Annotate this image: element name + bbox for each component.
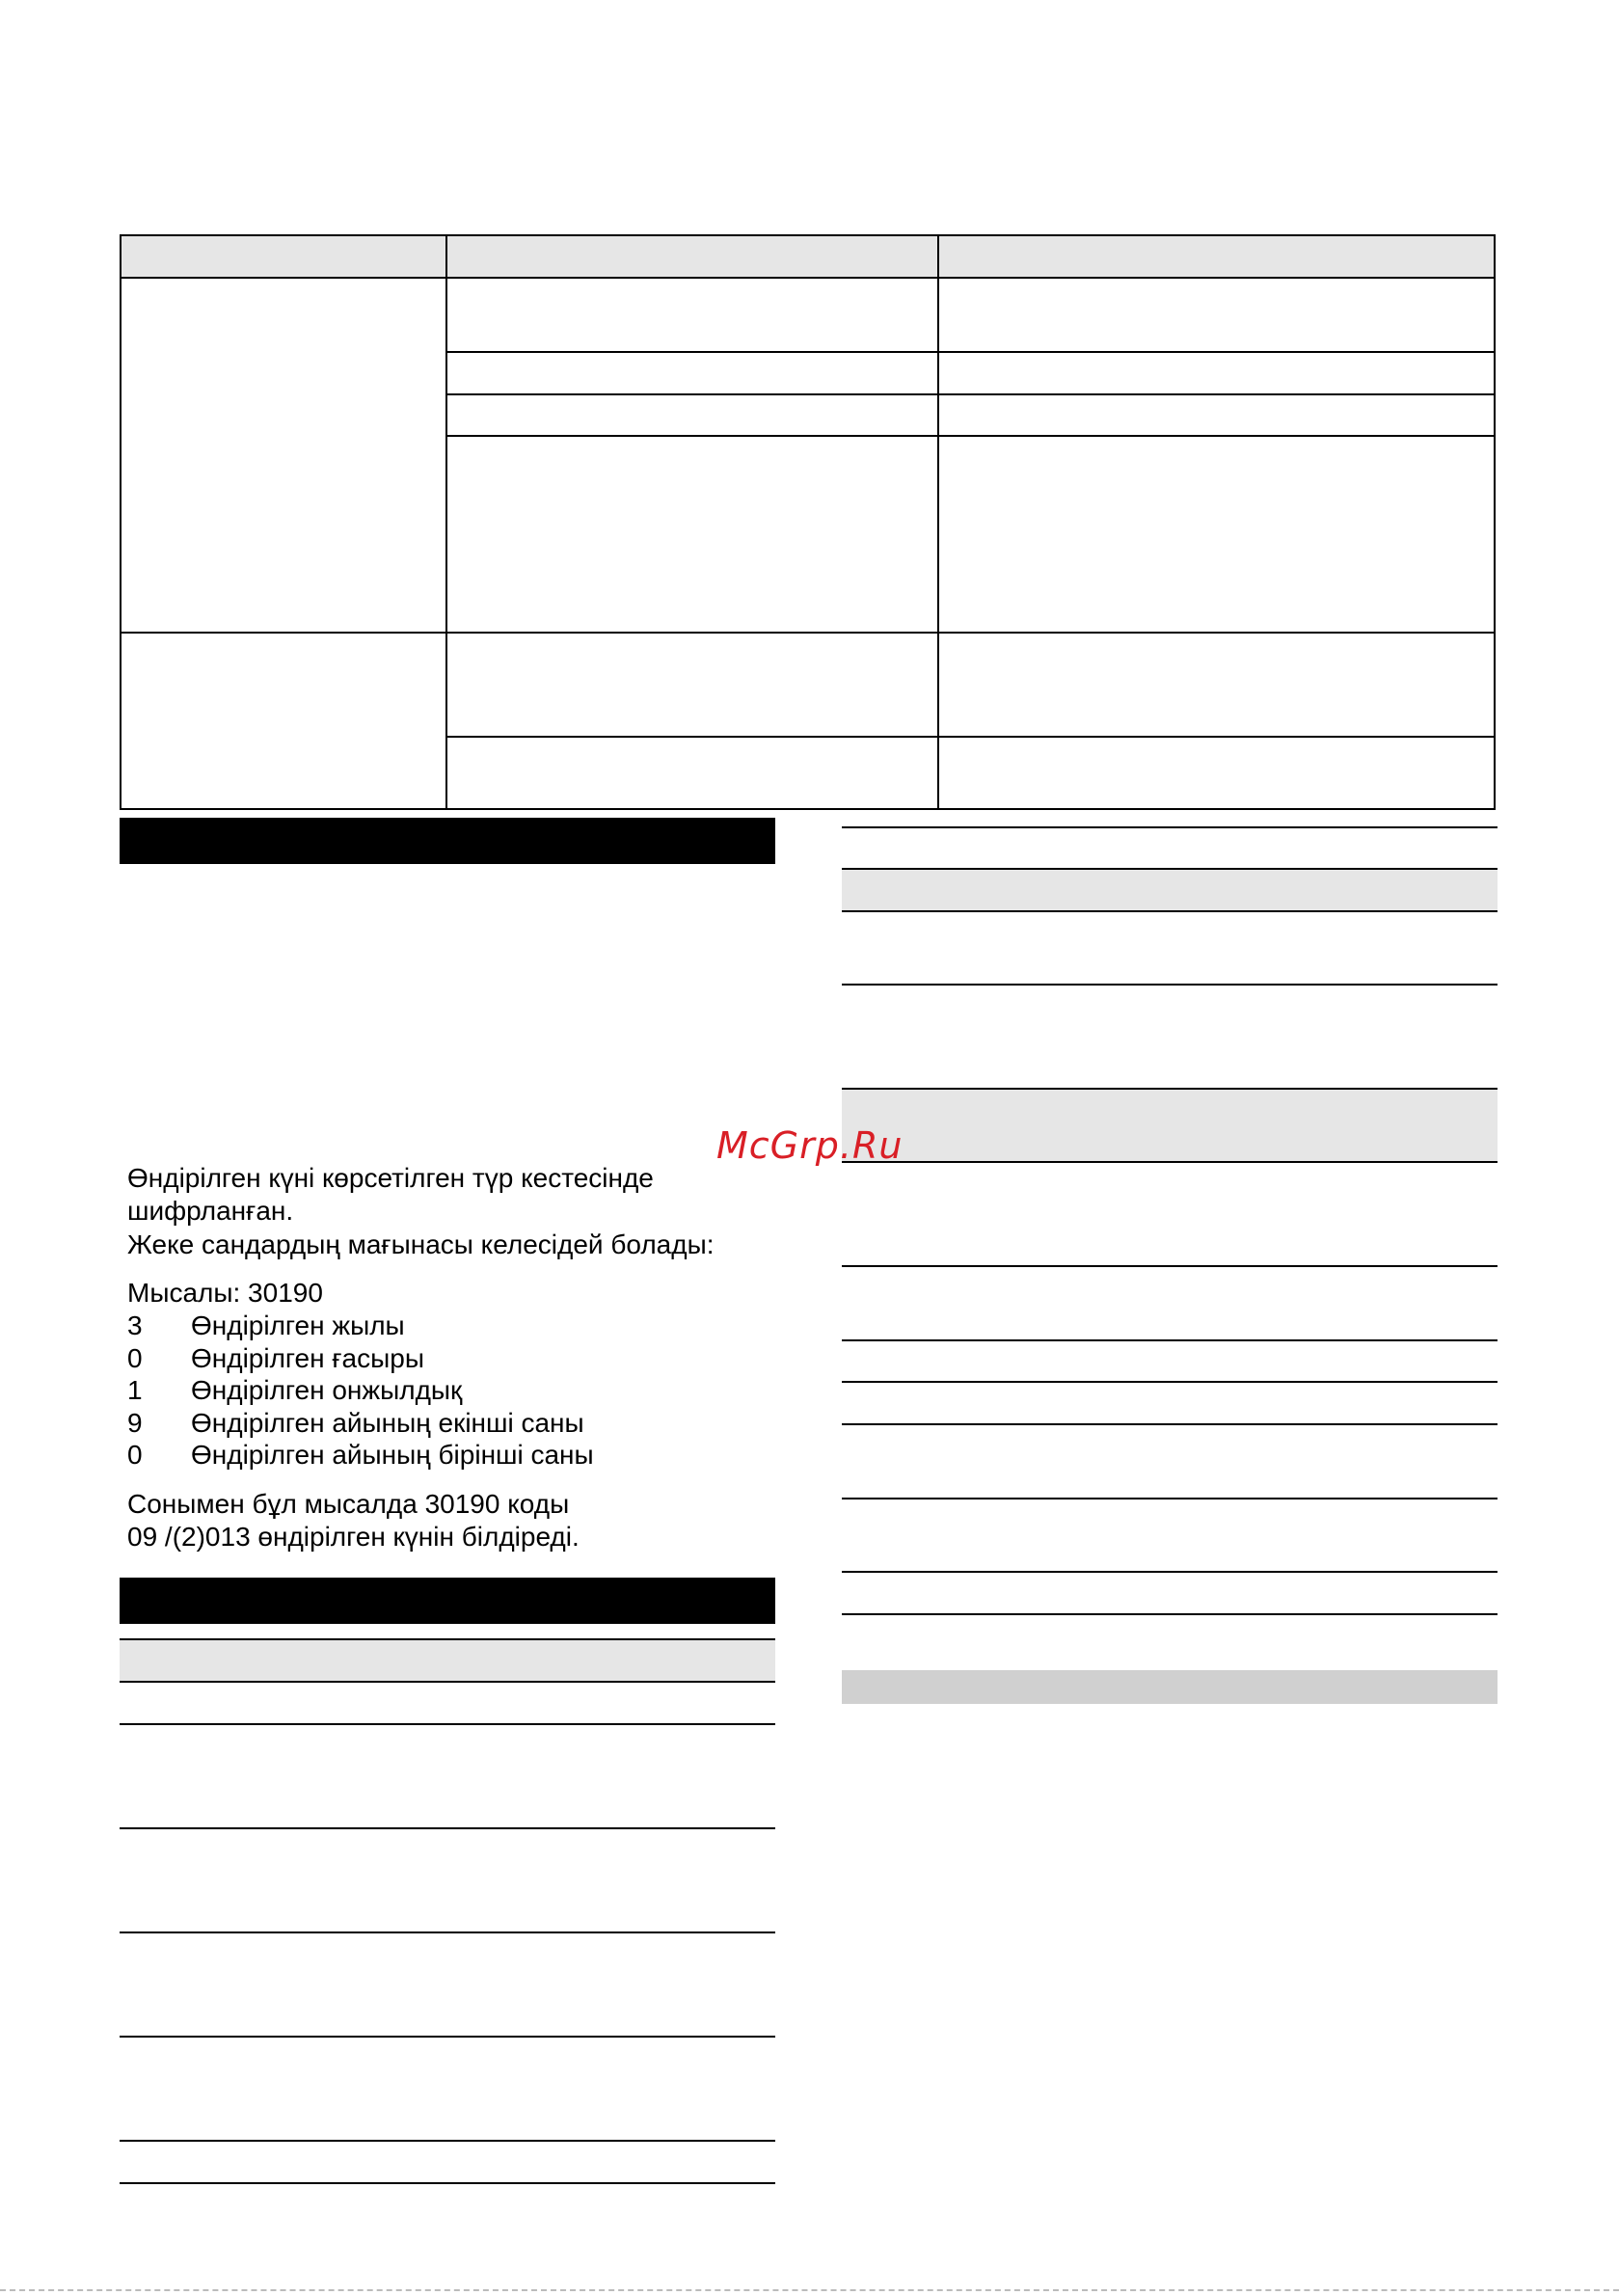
table-border-right <box>1494 234 1496 810</box>
table-rule <box>842 984 1498 986</box>
table-group-row <box>842 1090 1498 1161</box>
table-row-divider <box>445 435 1496 437</box>
example-label: Мысалы: 30190 <box>127 1278 323 1308</box>
paragraph-line: Өндірілген күні көрсетілген түр кестесінде <box>127 1163 654 1193</box>
table-rule <box>120 2140 775 2142</box>
table-col-divider <box>937 234 939 810</box>
table-rule <box>842 1161 1498 1163</box>
table-rule <box>120 1681 775 1683</box>
table-rule <box>842 1571 1498 1573</box>
conclusion-line: 09 /(2)013 өндірілген күнін білдіреді. <box>127 1522 580 1552</box>
table-footer-band <box>842 1670 1498 1704</box>
table-rule <box>842 1265 1498 1267</box>
digit-meaning: Өндірілген жылы <box>191 1310 405 1340</box>
table-header-row <box>120 1640 775 1681</box>
digit-value: 1 <box>127 1375 143 1405</box>
digit-meaning: Өндірілген айының бірінші саны <box>191 1440 594 1470</box>
watermark-logo: McGrp.Ru <box>716 1124 904 1167</box>
paragraph-line: шифрланған. <box>127 1196 294 1226</box>
table-rule <box>120 1931 775 1933</box>
table-rule <box>842 1498 1498 1499</box>
digit-meaning: Өндірілген айының екінші саны <box>191 1408 584 1438</box>
table-rule <box>842 910 1498 912</box>
table-rule <box>120 2036 775 2038</box>
table-border-bottom <box>120 808 1496 810</box>
table-group-divider <box>120 632 1496 634</box>
table-row-divider <box>445 393 1496 395</box>
table-rule <box>842 1423 1498 1425</box>
table-border-left <box>120 234 121 810</box>
table-rule <box>842 1381 1498 1383</box>
table-header-row <box>842 870 1498 910</box>
table-row-divider <box>120 277 1496 279</box>
digit-value: 0 <box>127 1343 143 1373</box>
table-col-divider <box>445 234 447 810</box>
section-heading-bar <box>120 1578 775 1624</box>
digit-meaning: Өндірілген ғасыры <box>191 1343 424 1373</box>
table-border-top <box>120 234 1496 236</box>
table-rule <box>842 1339 1498 1341</box>
digit-meaning: Өндірілген онжылдық <box>191 1375 463 1405</box>
table-row-divider <box>445 351 1496 353</box>
table-rule <box>120 1827 775 1829</box>
table-rule <box>120 1723 775 1725</box>
page-bottom-divider <box>0 2289 1619 2291</box>
table-rule <box>120 2182 775 2184</box>
paragraph-line: Жеке сандардың мағынасы келесідей болады: <box>127 1229 715 1259</box>
table-rule <box>842 826 1498 828</box>
table-header-row <box>120 235 1495 277</box>
table-row-divider <box>445 736 1496 738</box>
section-heading-bar <box>120 818 775 864</box>
digit-value: 3 <box>127 1310 143 1340</box>
conclusion-line: Сонымен бұл мысалда 30190 коды <box>127 1489 570 1519</box>
table-rule <box>842 1613 1498 1615</box>
digit-value: 0 <box>127 1440 143 1470</box>
digit-value: 9 <box>127 1408 143 1438</box>
